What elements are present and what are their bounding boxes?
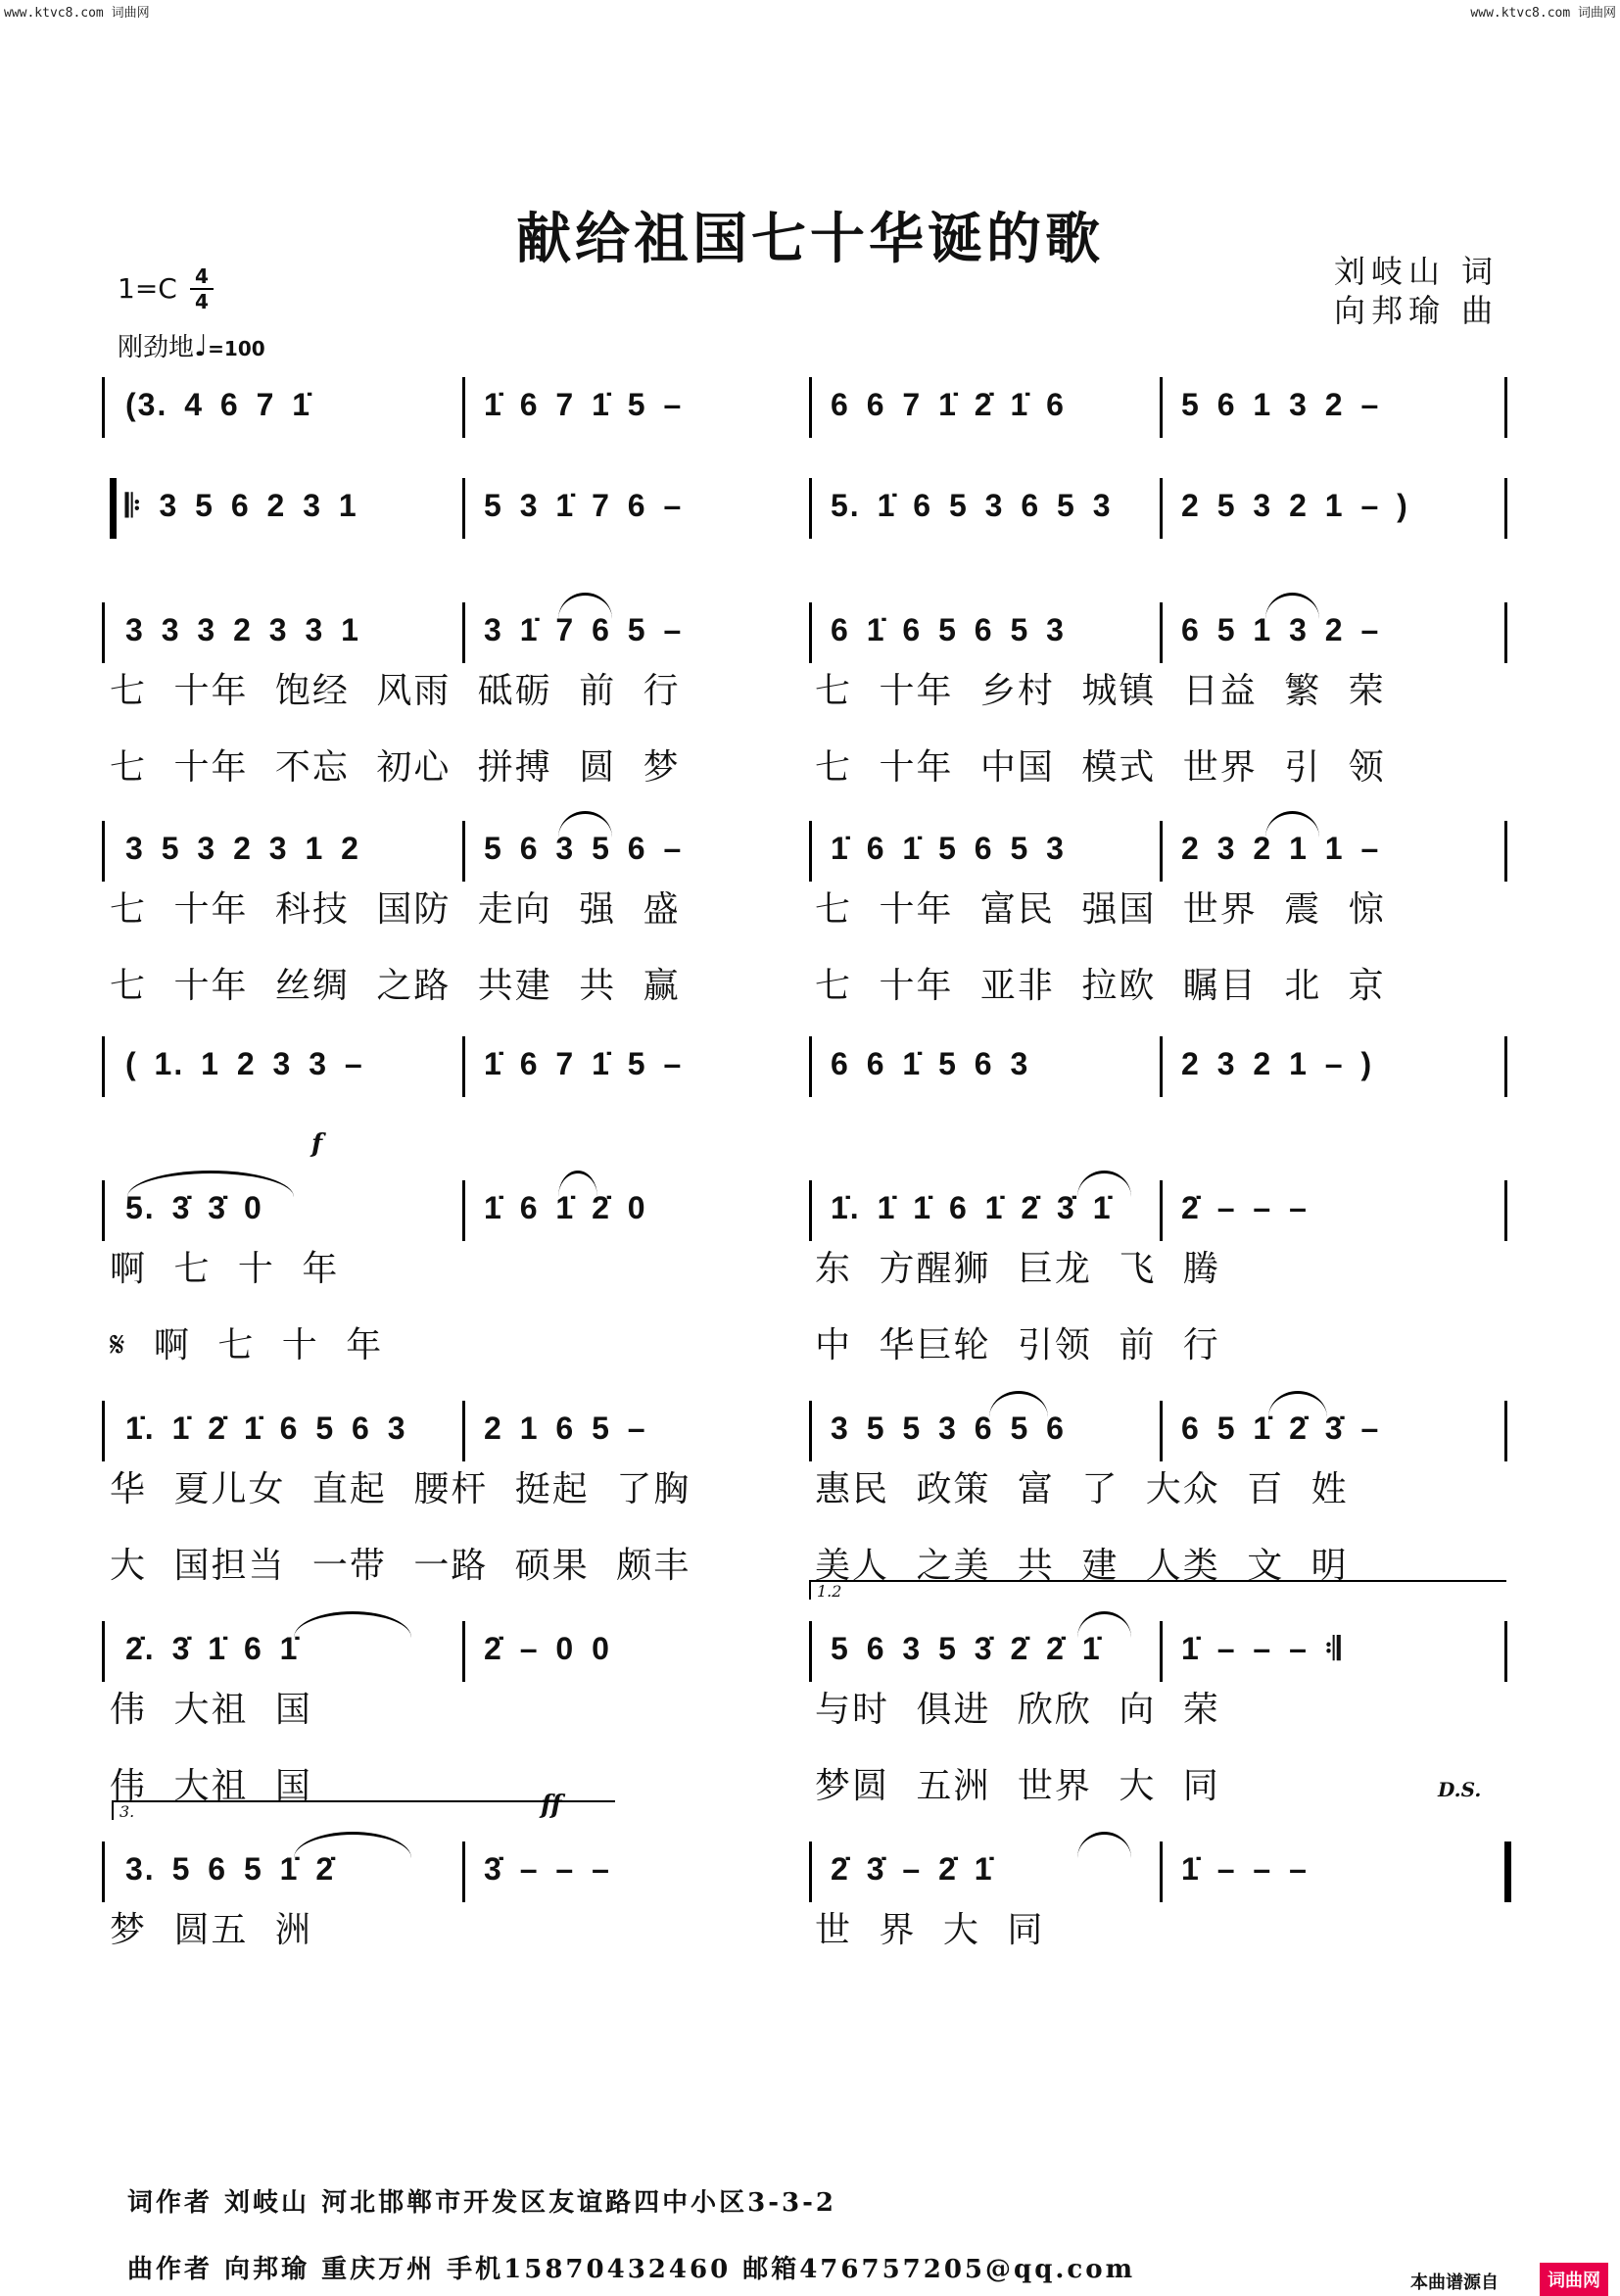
key-signature: 1=C	[118, 272, 177, 305]
barline	[462, 1180, 465, 1241]
barline	[1504, 1621, 1507, 1682]
slur-arc	[558, 1171, 597, 1197]
volta-bracket	[112, 1800, 615, 1820]
measure-notes: 6 1̇ 6 5 6 5 3	[831, 612, 1066, 647]
measure-notes: 2̇ – 0 0	[484, 1631, 611, 1666]
measure-notes: 6 6 7 1̇ 2̇ 1̇ 6	[831, 387, 1066, 422]
measure-notes: 2̇. 3̇ 1̇ 6 1̇	[125, 1631, 300, 1666]
slur-arc	[1268, 1391, 1327, 1417]
measure-notes: 2̇ 3̇ – 2̇ 1̇	[831, 1851, 994, 1887]
slur-arc	[1077, 1832, 1131, 1858]
measure-notes: ( 1. 1 2 3 3 –	[125, 1046, 364, 1081]
lyric-line: 七 十年 富民 强国 世界 震 惊	[815, 889, 1386, 930]
time-signature-top: 4	[195, 264, 209, 288]
measure-notes: 2 5 3 2 1 – )	[1181, 488, 1409, 523]
lyric-line: 伟 大祖 国	[110, 1766, 312, 1806]
barline	[809, 1180, 812, 1241]
slur-arc	[558, 811, 612, 837]
barline	[809, 377, 812, 438]
measure-notes: 2 3 2 1 – )	[1181, 1046, 1374, 1081]
time-signature-bottom: 4	[195, 290, 209, 313]
barline	[1160, 1180, 1163, 1241]
measure-notes: 2 1 6 5 –	[484, 1411, 647, 1446]
site-logo: 词曲网	[1540, 2263, 1608, 2296]
measure-notes: 5 6 3 5 6 –	[484, 831, 684, 866]
measure-notes: 6 5 1̇ 2̇ 3̇ –	[1181, 1411, 1381, 1446]
lyric-line: 啊 七 十 年	[110, 1249, 340, 1289]
lyric-line: 伟 大祖 国	[110, 1690, 312, 1730]
lyric-line: 七 十年 乡村 城镇 日益 繁 荣	[815, 671, 1386, 711]
lyricist-credit: 刘岐山 词	[1334, 253, 1500, 290]
measure-notes: 2 3 2 1 1 –	[1181, 831, 1381, 866]
measure-notes: 3 1̇ 7 6 5 –	[484, 612, 684, 647]
slur-arc	[1077, 1611, 1131, 1638]
barline	[1160, 377, 1163, 438]
measure-notes: 1̇ 6 7 1̇ 5 –	[484, 387, 684, 422]
lyric-line: 惠民 政策 富 了 大众 百 姓	[815, 1469, 1349, 1509]
tempo-bpm: =100	[208, 337, 265, 360]
source-stamp: 本曲谱源自	[1410, 2272, 1499, 2292]
barline	[1504, 1842, 1511, 1902]
barline	[462, 821, 465, 882]
barline	[1504, 1401, 1507, 1461]
barline	[809, 602, 812, 663]
dal-segno-marking: D.S.	[1438, 1778, 1482, 1801]
lyric-line: 东 方醒狮 巨龙 飞 腾	[815, 1249, 1220, 1289]
barline	[102, 1621, 105, 1682]
barline	[809, 1036, 812, 1097]
barline	[102, 821, 105, 882]
barline	[102, 1401, 105, 1461]
slur-arc	[294, 1611, 411, 1638]
measure-notes: 3 5 3 2 3 1 2	[125, 831, 360, 866]
lyric-line: 梦 圆五 洲	[110, 1910, 312, 1950]
barline	[1504, 602, 1507, 663]
measure-notes: 6 6 1̇ 5 6 3	[831, 1046, 1030, 1081]
lyric-line: 中 华巨轮 引领 前 行	[815, 1325, 1220, 1365]
barline	[809, 821, 812, 882]
barline	[809, 478, 812, 539]
slur-arc	[1077, 1171, 1131, 1197]
barline	[1504, 478, 1507, 539]
measure-notes: 5 3 1̇ 7 6 –	[484, 488, 684, 523]
lyric-line: 大 国担当 一带 一路 硕果 颇丰	[110, 1546, 691, 1586]
quarter-note-icon: ♩	[194, 329, 209, 363]
measure-notes: 3 3 3 2 3 3 1	[125, 612, 360, 647]
site-mark-left: www.ktvc8.com 词曲网	[4, 6, 150, 21]
slur-arc	[294, 1832, 411, 1858]
tempo-expression: 刚劲地	[118, 333, 195, 362]
measure-notes: 5 6 1 3 2 –	[1181, 387, 1381, 422]
slur-arc	[989, 1391, 1048, 1417]
measure-notes: 3̇ – – –	[484, 1851, 611, 1887]
lyric-line: 美人 之美 共 建 人类 文 明	[815, 1546, 1349, 1586]
barline	[1504, 1180, 1507, 1241]
barline	[462, 602, 465, 663]
barline	[462, 478, 465, 539]
barline	[1504, 1036, 1507, 1097]
barline	[462, 377, 465, 438]
barline	[1160, 478, 1163, 539]
measure-notes: 1̇ – – –	[1181, 1851, 1309, 1887]
lyric-line: 与时 俱进 欣欣 向 荣	[815, 1690, 1220, 1730]
lyric-line: 七 十年 不忘 初心 拼搏 圆 梦	[110, 747, 681, 788]
footer-lyricist-info: 词作者 刘岐山 河北邯郸市开发区友谊路四中小区3-3-2	[127, 2188, 836, 2218]
barline	[1504, 821, 1507, 882]
measure-notes: 3 5 5 3 6 5 6	[831, 1411, 1066, 1446]
slur-arc	[1265, 811, 1319, 837]
tempo-marking	[118, 327, 265, 363]
barline	[462, 1036, 465, 1097]
lyric-line: 𝄋 啊 七 十 年	[110, 1325, 384, 1365]
measure-notes: 1̇ 6 7 1̇ 5 –	[484, 1046, 684, 1081]
slur-arc	[1265, 593, 1319, 619]
measure-notes: 3. 5 6 5 1̇ 2̇	[125, 1851, 336, 1887]
barline	[1160, 1842, 1163, 1902]
barline	[110, 478, 117, 539]
measure-notes: 5. 1̇ 6 5 3 6 5 3	[831, 488, 1113, 523]
barline	[1160, 1621, 1163, 1682]
lyric-line: 七 十年 亚非 拉欧 瞩目 北 京	[815, 966, 1386, 1006]
composer-credit: 向邦瑜 曲	[1334, 292, 1500, 329]
barline	[1160, 602, 1163, 663]
barline	[102, 377, 105, 438]
barline	[102, 1036, 105, 1097]
barline	[462, 1621, 465, 1682]
volta-bracket	[809, 1580, 1506, 1600]
measure-notes: 1̇ 6 1̇ 5 6 5 3	[831, 831, 1066, 866]
barline	[102, 1180, 105, 1241]
lyric-line: 梦圆 五洲 世界 大 同	[815, 1766, 1220, 1806]
measure-notes: 1̇. 1̇ 2̇ 1̇ 6 5 6 3	[125, 1411, 407, 1446]
measure-notes: 6 5 1 3 2 –	[1181, 612, 1381, 647]
slur-arc	[127, 1171, 294, 1197]
measure-notes: 1̇ 6 1̇ 2̇ 0	[484, 1190, 647, 1225]
measure-notes: 5 6 3 5 3̇ 2̇ 2̇ 1̇	[831, 1631, 1102, 1666]
dynamic-marking: f	[311, 1129, 323, 1159]
barline	[1160, 821, 1163, 882]
lyric-line: 七 十年 科技 国防 走向 强 盛	[110, 889, 681, 930]
footer-composer-info: 曲作者 向邦瑜 重庆万州 手机15870432460 邮箱476757205@qq.com	[127, 2255, 1136, 2284]
barline	[809, 1842, 812, 1902]
barline	[809, 1401, 812, 1461]
barline	[102, 602, 105, 663]
barline	[462, 1401, 465, 1461]
volta-number: 3.	[119, 1802, 135, 1821]
barline	[462, 1842, 465, 1902]
site-mark-right: www.ktvc8.com 词曲网	[1470, 6, 1616, 21]
measure-notes: 1̇ – – – 𝄇	[1181, 1631, 1343, 1666]
dynamic-marking: ff	[541, 1791, 562, 1820]
lyric-line: 七 十年 中国 模式 世界 引 领	[815, 747, 1386, 788]
measure-notes: 5. 3̇ 3̇ 0	[125, 1190, 263, 1225]
lyric-line: 七 十年 丝绸 之路 共建 共 赢	[110, 966, 681, 1006]
measure-notes: 2̇ – – –	[1181, 1190, 1309, 1225]
time-signature	[190, 264, 214, 313]
measure-notes: 1̇. 1̇ 1̇ 6 1̇ 2̇ 3̇ 1̇	[831, 1190, 1113, 1225]
lyric-line: 华 夏儿女 直起 腰杆 挺起 了胸	[110, 1469, 691, 1509]
lyric-line: 世 界 大 同	[815, 1910, 1045, 1950]
song-title: 献给祖国七十华诞的歌	[516, 207, 1104, 271]
barline	[1160, 1036, 1163, 1097]
measure-notes: (3. 4 6 7 1̇	[125, 387, 312, 422]
volta-number: 1.2	[817, 1582, 842, 1601]
slur-arc	[558, 593, 612, 619]
barline	[1160, 1401, 1163, 1461]
lyric-line: 七 十年 饱经 风雨 砥砺 前 行	[110, 671, 681, 711]
barline	[1504, 377, 1507, 438]
barline	[809, 1621, 812, 1682]
barline	[102, 1842, 105, 1902]
measure-notes: 𝄆 3 5 6 2 3 1	[125, 488, 358, 523]
